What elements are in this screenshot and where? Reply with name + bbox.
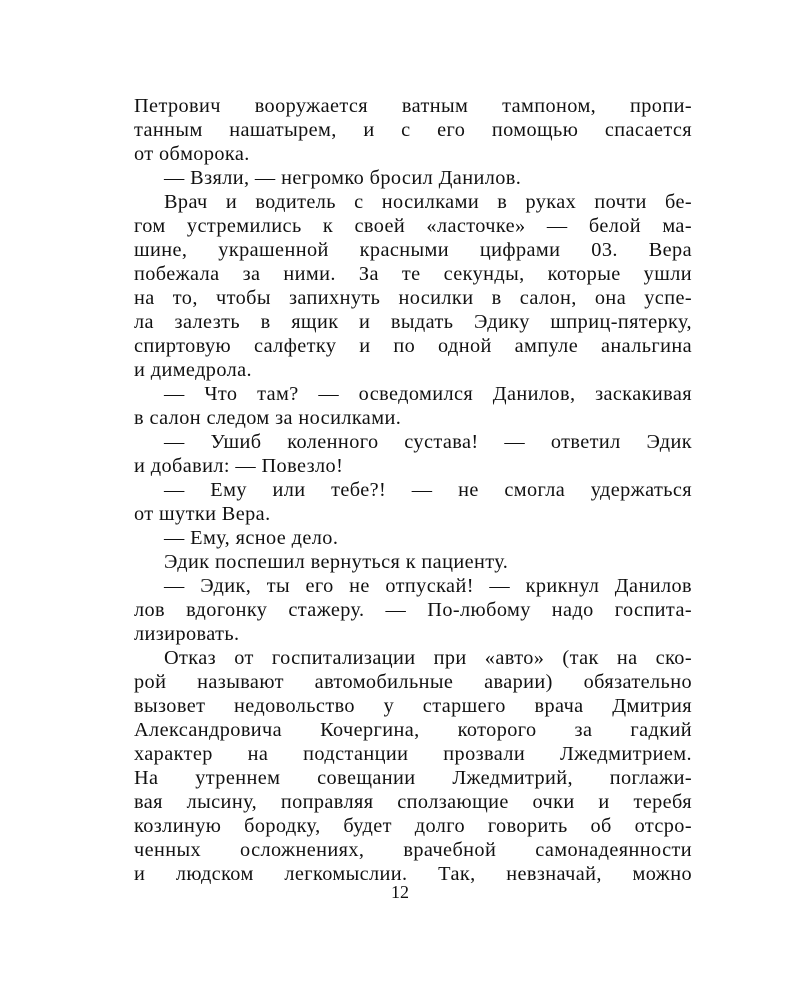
text-line: на то, чтобы запихнуть носилки в салон, она успе- xyxy=(134,287,692,309)
text-line: характер на подстанции прозвали Лжедмитрием. xyxy=(134,743,692,765)
text-line: и димедрола. xyxy=(134,359,252,381)
text-line: вая лысину, поправляя сползающие очки и теребя xyxy=(134,791,692,813)
text-line: от шутки Вера. xyxy=(134,503,271,525)
text-line: побежала за ними. За те секунды, которые ушли xyxy=(134,263,692,285)
text-line: лизировать. xyxy=(134,623,240,645)
text-line: Врач и водитель с носилками в руках почти бе- xyxy=(164,191,692,213)
text-line: Эдик поспешил вернуться к пациенту. xyxy=(164,551,509,573)
text-line: — Ему или тебе?! — не смогла удержаться xyxy=(164,479,692,501)
text-line: гом устремились к своей «ласточке» — белой ма- xyxy=(134,215,692,237)
text-line: и людском легкомыслии. Так, невзначай, можно xyxy=(134,863,692,885)
body-text xyxy=(134,94,692,886)
text-line: Петрович вооружается ватным тампоном, пропи- xyxy=(134,95,692,117)
text-line: вызовет недовольство у старшего врача Дмитрия xyxy=(134,695,692,717)
text-line: — Эдик, ты его не отпускай! — крикнул Данилов xyxy=(164,575,692,597)
text-line: ченных осложнениях, врачебной самонадеянности xyxy=(134,839,692,861)
text-line: — Что там? — осведомился Данилов, заскакивая xyxy=(164,383,692,405)
text-line: шине, украшенной красными цифрами 03. Вера xyxy=(134,239,692,261)
text-line: и добавил: — Повезло! xyxy=(134,455,344,477)
text-line: Александровича Кочергина, которого за гадкий xyxy=(134,719,692,741)
text-line: Отказ от госпитализации при «авто» (так на ско- xyxy=(164,647,692,669)
text-line: — Ушиб коленного сустава! — ответил Эдик xyxy=(164,431,692,453)
text-line: рой называют автомобильные аварии) обязательно xyxy=(134,671,692,693)
text-line: — Взяли, — негромко бросил Данилов. xyxy=(164,167,522,189)
text-line: лов вдогонку стажеру. — По-любому надо госпита- xyxy=(134,599,692,621)
text-line: танным нашатырем, и с его помощью спасается xyxy=(134,119,692,141)
text-line: козлиную бородку, будет долго говорить об отсро- xyxy=(134,815,692,837)
text-line: На утреннем совещании Лжедмитрий, поглажи- xyxy=(134,767,692,789)
text-line: в салон следом за носилками. xyxy=(134,407,402,429)
text-line: спиртовую салфетку и по одной ампуле анальгина xyxy=(134,335,692,357)
text-line: — Ему, ясное дело. xyxy=(164,527,339,549)
text-line: от обморока. xyxy=(134,143,250,165)
page-number: 12 xyxy=(391,882,409,902)
text-line: ла залезть в ящик и выдать Эдику шприц-пятерку, xyxy=(134,311,692,333)
